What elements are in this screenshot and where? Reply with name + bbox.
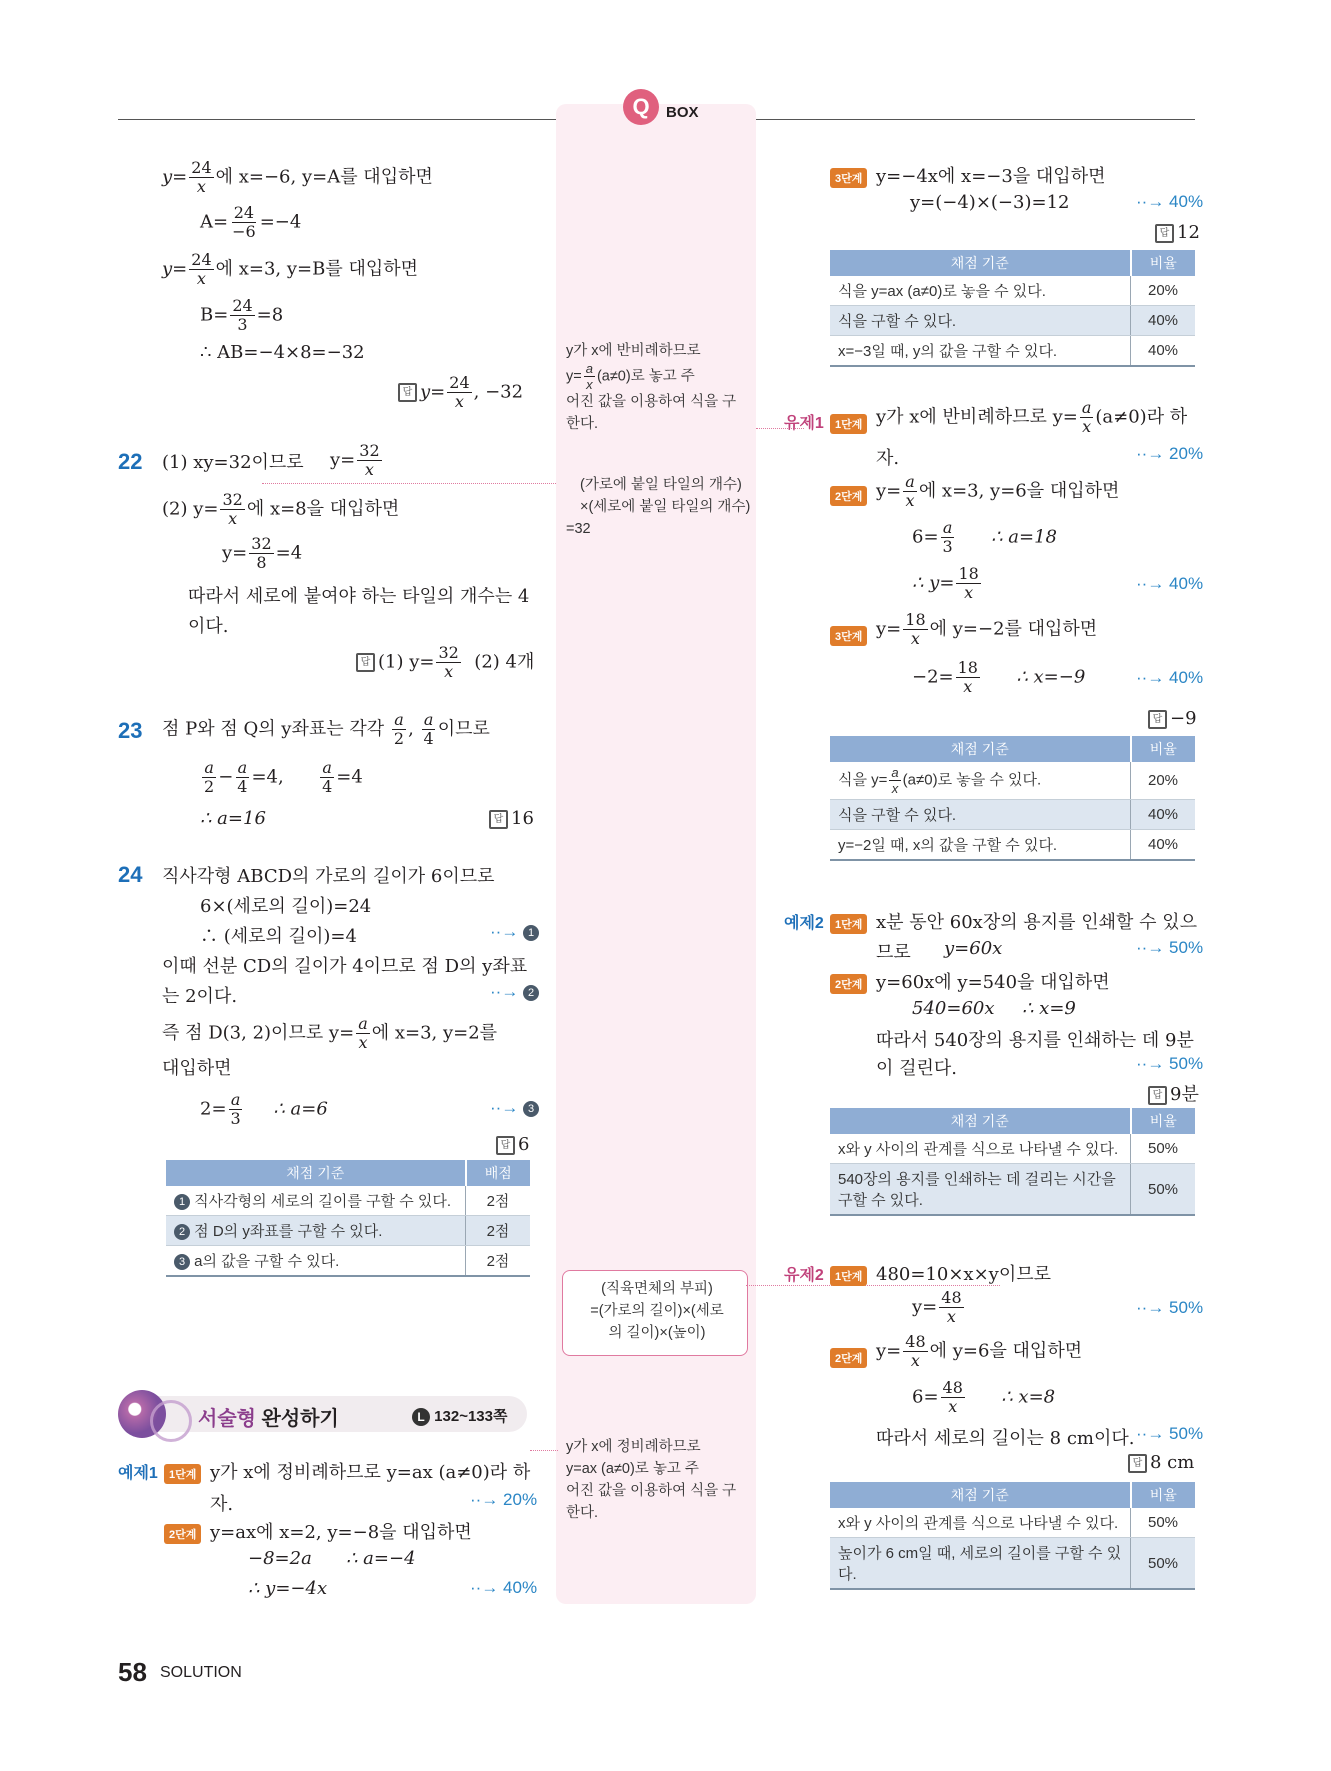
yu2-label: 유제2: [784, 1267, 824, 1284]
ex2-line3: y=60x에 y=540을 대입하면: [876, 972, 1110, 993]
yu2-line4: 6= $\frac{48}{x}$ ∴ x=8: [912, 1378, 1056, 1416]
ex1-line5: ∴ y=−4x: [248, 1578, 328, 1599]
q22-conclusion-2: 이다.: [188, 616, 229, 637]
yu2-line5: 따라서 세로의 길이는 8 cm이다.: [876, 1428, 1135, 1449]
page-number: 58: [118, 1657, 147, 1687]
ex1-line4a: −8=2a: [248, 1548, 312, 1569]
ex1r-answer: 답 12: [1155, 222, 1200, 243]
q24-criteria-table: [166, 1160, 530, 1277]
ex1-criteria-table: 채점 기준 비율 식을 y=ax (a≠0)로 놓을 수 있다. 20% 식을 구할 수 있다. 40% x=−3일 때, y의 값을 구할 수 있다. 40%: [830, 250, 1195, 367]
table-row: 3 a의 값을 구할 수 있다. 2점: [166, 1246, 530, 1277]
yu1-step1: 1단계: [830, 412, 867, 434]
ex1-step1: 1단계: [164, 1462, 201, 1484]
ex2-pct2: ··→ 50%: [1136, 1054, 1204, 1073]
table-row: x와 y 사이의 관계를 식으로 나타낼 수 있다. 50%: [830, 1134, 1195, 1164]
table-row: x와 y 사이의 관계를 식으로 나타낼 수 있다. 50%: [830, 1508, 1195, 1538]
section-logo-ring: [150, 1400, 192, 1442]
ex1r-step3: 3단계: [830, 166, 867, 188]
q24-line1: 직사각형 ABCD의 가로의 길이가 6이므로: [162, 866, 495, 887]
q23-answer: 답 16: [489, 808, 534, 829]
q24-line7: 대입하면: [162, 1058, 232, 1079]
ex1-pct1: ··→ 20%: [470, 1490, 538, 1509]
lesson-icon: L: [412, 1408, 430, 1426]
answer-icon: 답: [1155, 224, 1174, 243]
ex2-line4b: ∴ x=9: [1022, 998, 1076, 1019]
table-row: x=−3일 때, y의 값을 구할 수 있다. 40%: [830, 336, 1195, 367]
q22-part1: (1) xy=32이므로: [162, 452, 304, 473]
q24-marker-1: ··→ 1: [490, 922, 539, 942]
q24-marker-2: ··→ 2: [490, 982, 539, 1002]
yu2-line3: y= $\frac{48}{x}$ 에 y=6을 대입하면: [876, 1332, 1083, 1370]
q21-line1: y= $\frac{24}{x}$ 에 x=−6, y=A를 대입하면: [162, 158, 433, 196]
ex2-line4a: 540=60x: [912, 998, 995, 1019]
q23-number: 23: [118, 718, 143, 743]
table-row: 식을 y= $\frac{a}{x}$ (a≠0)로 놓을 수 있다. 20%: [830, 762, 1195, 800]
ex1-step2: 2단계: [164, 1522, 201, 1544]
answer-icon: 답: [1148, 1086, 1167, 1105]
q24-line3: ∴ (세로의 길이)=4: [200, 926, 357, 947]
ex1-line1: y가 x에 정비례하므로 y=ax (a≠0)라 하: [210, 1462, 531, 1483]
ex2-step2: 2단계: [830, 972, 867, 994]
q24-answer: 답 6: [496, 1134, 529, 1155]
q24-line8: 2= $\frac{a}{3}$ ∴ a=6: [200, 1090, 328, 1128]
note-direct-prop: y가 x에 정비례하므로 y=ax (a≠0)로 놓고 주 어진 값을 이용하여 식을 구 한다.: [566, 1439, 737, 1521]
footer-section: SOLUTION: [160, 1664, 242, 1681]
ex2-line6: 이 걸린다.: [876, 1058, 957, 1079]
ex1-line2: 자.: [210, 1494, 234, 1515]
q22-calc: y= $\frac{32}{8}$ =4: [222, 534, 303, 572]
note-tiles: (가로에 붙일 타일의 개수) ×(세로에 붙일 타일의 개수) =32: [566, 477, 751, 537]
ex1-label: 예제1: [118, 1465, 158, 1482]
table-row: 2 점 D의 y좌표를 구할 수 있다. 2점: [166, 1216, 530, 1246]
qbox-panel: [556, 104, 756, 1604]
table-row: 식을 구할 수 있다. 40%: [830, 306, 1195, 336]
q21-answer: 답 y= $\frac{24}{x}$ , −32: [398, 375, 523, 410]
yu1-pct2: ··→ 40%: [1136, 574, 1204, 593]
table-row: 식을 구할 수 있다. 40%: [830, 800, 1195, 830]
ex1r-pct: ··→ 40%: [1136, 192, 1204, 211]
q22-conclusion-1: 따라서 세로에 붙여야 하는 타일의 개수는 4: [188, 586, 530, 607]
ex2-pct1: ··→ 50%: [1136, 938, 1204, 957]
connector-line: [530, 1450, 558, 1451]
table-row: 식을 y=ax (a≠0)로 놓을 수 있다. 20%: [830, 276, 1195, 306]
ex2-line2b: y=60x: [944, 938, 1003, 959]
ex1r-line1: y=−4x에 x=−3을 대입하면: [876, 166, 1106, 187]
criteria-header: 채점 기준: [166, 1160, 466, 1186]
yu1-criteria-table: 채점 기준 비율 식을 y= $\frac{a}{x}$ (a≠0)로 놓을 수 있다. 20% 식을 구할 수 있다. 40% y=−2일 때, x의 값을 구할 수 있다. 40%: [830, 736, 1195, 861]
yu1-line4: 6= $\frac{a}{3}$ ∴ a=18: [912, 518, 1057, 556]
note-inverse-prop: y가 x에 반비례하므로 y= $\frac{a}{x}$ (a≠0)로 놓고 주 어진 값을 이용하여 식을 구 한다.: [566, 343, 737, 432]
table-row: 1 직사각형의 세로의 길이를 구할 수 있다. 2점: [166, 1186, 530, 1216]
section-ref: L 132~133쪽: [412, 1405, 507, 1426]
q22-number: 22: [118, 449, 143, 474]
q23-text: 점 P와 점 Q의 y좌표는 각각 $\frac{a}{2}$ , $\frac{a}{4}$ 이므로: [162, 710, 490, 748]
yu1-line2: 자.: [876, 448, 900, 469]
ex2-label: 예제2: [784, 915, 824, 932]
table-row: y=−2일 때, x의 값을 구할 수 있다. 40%: [830, 830, 1195, 861]
yu2-answer: 답 8 cm: [1128, 1452, 1194, 1473]
q21-line4: B= $\frac{24}{3}$ =8: [200, 296, 284, 334]
yu2-pct2: ··→ 50%: [1136, 1424, 1204, 1443]
ex2-line1: x분 동안 60x장의 용지를 인쇄할 수 있으: [876, 912, 1197, 933]
q24-number: 24: [118, 862, 143, 887]
answer-icon: 답: [1128, 1454, 1147, 1473]
note-volume: (직육면체의 부피) =(가로의 길이)×(세로 의 길이)×(높이): [590, 1281, 724, 1341]
yu2-step2: 2단계: [830, 1346, 867, 1368]
ex2-line2a: 므로: [876, 942, 911, 963]
yu2-pct1: ··→ 50%: [1136, 1298, 1204, 1317]
q23-eq: $\frac{a}{2}$ − $\frac{a}{4}$ =4, $\frac{a}{4}$ =4: [204, 758, 363, 796]
yu1-pct1: ··→ 20%: [1136, 444, 1204, 463]
q24-line6: 즉 점 D(3, 2)이므로 y= $\frac{a}{x}$ 에 x=3, y=2를: [162, 1014, 498, 1052]
answer-icon: 답: [398, 383, 417, 402]
answer-icon: 답: [489, 810, 508, 829]
yu1-answer: 답 −9: [1148, 708, 1197, 729]
answer-icon: 답: [496, 1136, 515, 1155]
answer-icon: 답: [356, 653, 375, 672]
qbox-word: BOX: [666, 104, 699, 121]
q21-line5: ∴ AB=−4×8=−32: [200, 342, 365, 363]
section-title: 서술형 완성하기: [198, 1408, 339, 1430]
q22-part2: (2) y= $\frac{32}{x}$ 에 x=8을 대입하면: [162, 490, 400, 528]
table-row: 높이가 6 cm일 때, 세로의 길이를 구할 수 있다. 50%: [830, 1538, 1195, 1590]
yu1-line5: ∴ y= $\frac{18}{x}$: [912, 564, 979, 602]
ex2-step1: 1단계: [830, 912, 867, 934]
ex1-pct2: ··→ 40%: [470, 1578, 538, 1597]
yu1-line7: −2= $\frac{18}{x}$ ∴ x=−9: [912, 658, 1086, 696]
yu2-step1: 1단계: [830, 1264, 867, 1286]
yu2-criteria-table: 채점 기준 비율 x와 y 사이의 관계를 식으로 나타낼 수 있다. 50% 높이가 6 cm일 때, 세로의 길이를 구할 수 있다. 50%: [830, 1482, 1195, 1590]
q24-marker-3: ··→ 3: [490, 1098, 539, 1118]
q21-line2: A= $\frac{24}{-6}$ =−4: [200, 203, 302, 241]
points-header: 배점: [466, 1160, 531, 1186]
q24-line2: 6×(세로의 길이)=24: [200, 896, 372, 917]
ex1-line3: y=ax에 x=2, y=−8을 대입하면: [210, 1522, 472, 1543]
table-row: 540장의 용지를 인쇄하는 데 걸리는 시간을 구할 수 있다. 50%: [830, 1164, 1195, 1216]
ex2-answer: 답 9분: [1148, 1080, 1199, 1106]
q22-part1-eq: y= $\frac{32}{x}$: [330, 441, 380, 479]
yu1-pct3: ··→ 40%: [1136, 668, 1204, 687]
connector-line: [262, 483, 556, 484]
q24-line5: 는 2이다.: [162, 986, 238, 1007]
yu1-step2: 2단계: [830, 484, 867, 506]
qbox-badge: Q: [623, 89, 659, 125]
q22-answer: 답 (1) y= $\frac{32}{x}$ (2) 4개: [356, 645, 534, 680]
yu2-line2: y= $\frac{48}{x}$: [912, 1288, 962, 1326]
ex1r-line2: y=(−4)×(−3)=12: [910, 192, 1070, 213]
yu2-line1: 480=10×x×y이므로: [876, 1264, 1051, 1285]
q21-line3: y= $\frac{24}{x}$ 에 x=3, y=B를 대입하면: [162, 250, 419, 288]
yu1-line1: y가 x에 반비례하므로 y= $\frac{a}{x}$ (a≠0)라 하: [876, 398, 1188, 436]
answer-icon: 답: [1148, 710, 1167, 729]
q23-result: ∴ a=16: [200, 808, 266, 829]
ex2-line5: 따라서 540장의 용지를 인쇄하는 데 9분: [876, 1030, 1194, 1051]
yu1-label: 유제1: [784, 415, 824, 432]
yu1-step3: 3단계: [830, 624, 867, 646]
ex1-line4b: ∴ a=−4: [346, 1548, 416, 1569]
yu1-line6: y= $\frac{18}{x}$ 에 y=−2를 대입하면: [876, 610, 1098, 648]
q24-line4: 이때 선분 CD의 길이가 4이므로 점 D의 y좌표: [162, 956, 528, 977]
yu1-line3: y= $\frac{a}{x}$ 에 x=3, y=6을 대입하면: [876, 472, 1120, 510]
ex2-criteria-table: 채점 기준 비율 x와 y 사이의 관계를 식으로 나타낼 수 있다. 50% 540장의 용지를 인쇄하는 데 걸리는 시간을 구할 수 있다. 50%: [830, 1108, 1195, 1216]
